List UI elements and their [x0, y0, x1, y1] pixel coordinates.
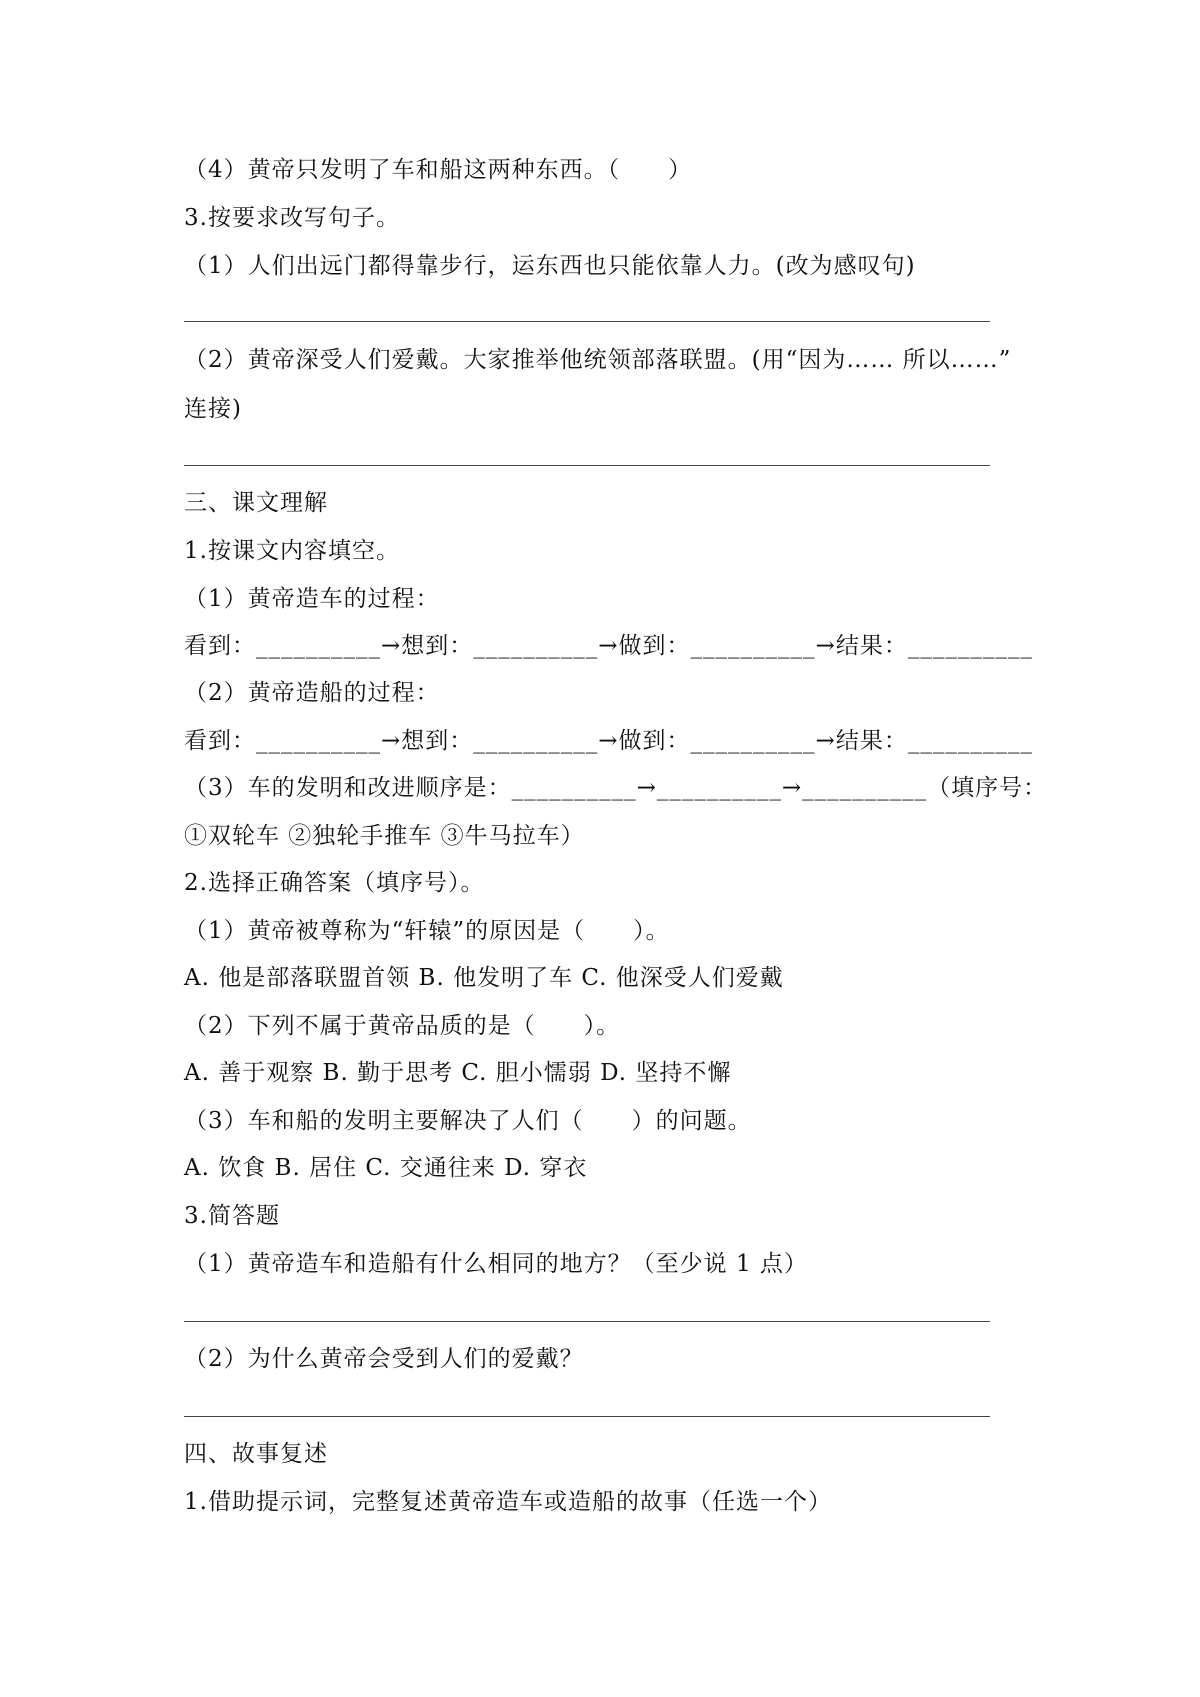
choice-item-1: （1）黄帝被尊称为“轩辕”的原因是（ ）。 [184, 918, 670, 944]
fill-item-1: （1）黄帝造车的过程： [184, 586, 440, 612]
true-false-item-4: （4）黄帝只发明了车和船这两种东西。（ ） [184, 157, 693, 183]
rewrite-item-2-line2: 连接) [184, 396, 242, 422]
fill-item-2-flow: 看到：__________→想到：__________→做到：__________→结果：__________ [184, 728, 1033, 754]
choice-item-3-options: A. 饮食 B. 居住 C. 交通往来 D. 穿衣 [184, 1155, 588, 1181]
answer-line[interactable] [184, 321, 990, 322]
choice-title: 2.选择正确答案（填序号）。 [184, 870, 485, 896]
answer-line[interactable] [184, 1416, 990, 1417]
retell-title: 1.借助提示词，完整复述黄帝造车或造船的故事（任选一个） [184, 1489, 832, 1515]
fill-item-2: （2）黄帝造船的过程： [184, 680, 440, 706]
choice-item-2-options: A. 善于观察 B. 勤于思考 C. 胆小懦弱 D. 坚持不懈 [184, 1060, 732, 1086]
fill-blank-title: 1.按课文内容填空。 [184, 538, 400, 564]
fill-item-3-line2: ①双轮车 ②独轮手推车 ③牛马拉车） [184, 823, 585, 849]
rewrite-item-1: （1）人们出远门都得靠步行，运东西也只能依靠人力。(改为感叹句) [184, 253, 916, 279]
section-heading-4: 四、故事复述 [184, 1441, 328, 1467]
short-answer-item-2: （2）为什么黄帝会受到人们的爱戴？ [184, 1346, 584, 1372]
fill-item-1-flow: 看到：__________→想到：__________→做到：__________→结果：__________ [184, 633, 1033, 659]
choice-item-1-options: A. 他是部落联盟首领 B. 他发明了车 C. 他深受人们爱戴 [184, 965, 784, 991]
choice-item-3: （3）车和船的发明主要解决了人们（ ）的问题。 [184, 1108, 752, 1134]
short-answer-title: 3.简答题 [184, 1203, 280, 1229]
short-answer-item-1: （1）黄帝造车和造船有什么相同的地方？（至少说 1 点） [184, 1251, 808, 1277]
rewrite-item-2-line1: （2）黄帝深受人们爱戴。大家推举他统领部落联盟。(用“因为…… 所以……” [184, 347, 1012, 373]
fill-item-3-line1: （3）车的发明和改进顺序是：__________→__________→__________（填序号： [184, 775, 1048, 801]
choice-item-2: （2）下列不属于黄帝品质的是（ ）。 [184, 1013, 621, 1039]
answer-line[interactable] [184, 1321, 990, 1322]
answer-line[interactable] [184, 465, 990, 466]
rewrite-title: 3.按要求改写句子。 [184, 205, 400, 231]
section-heading-3: 三、课文理解 [184, 490, 328, 516]
